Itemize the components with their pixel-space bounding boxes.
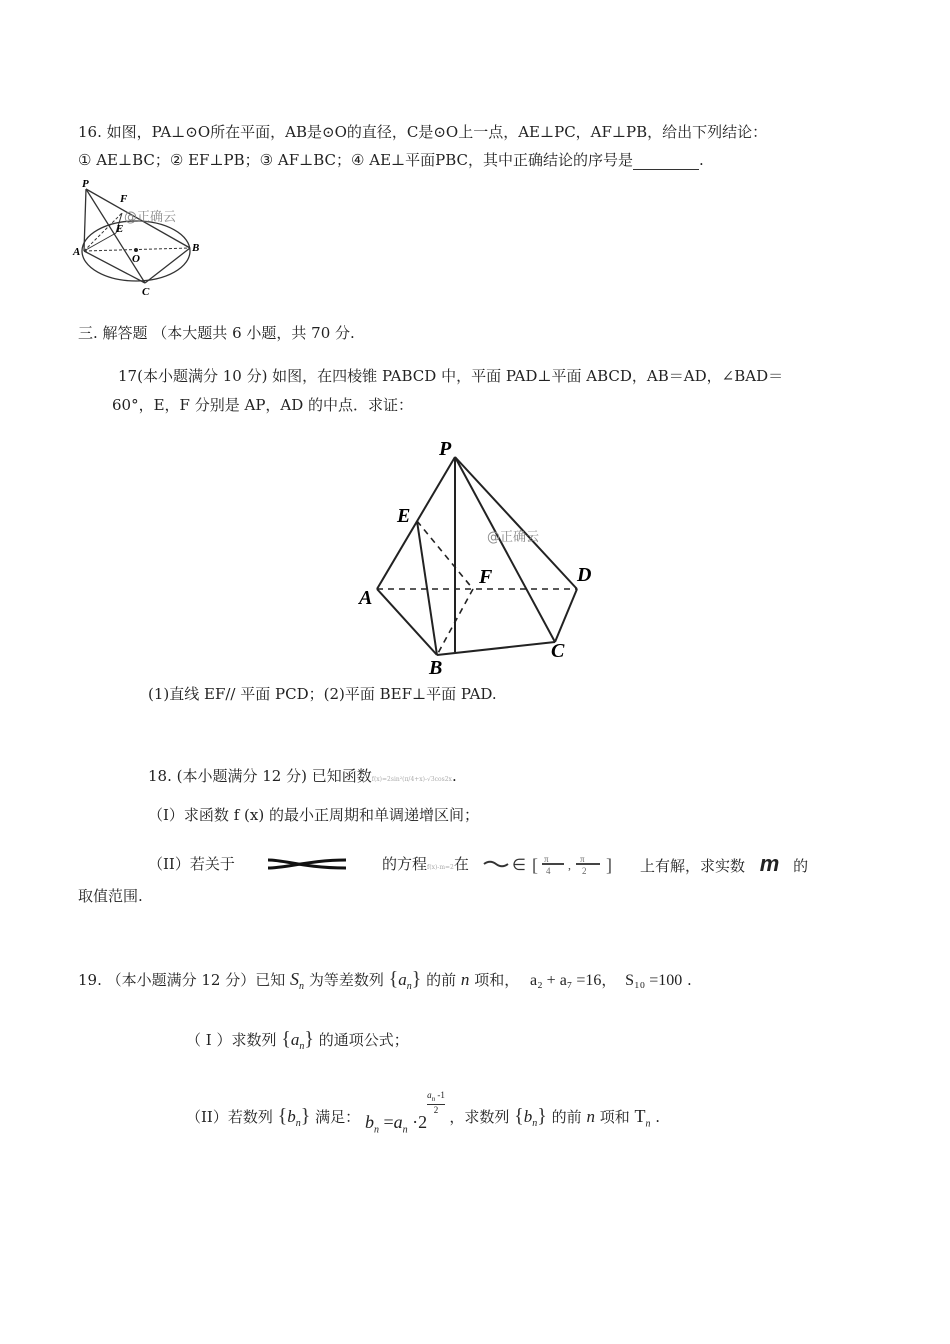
q18-part2-b: 的方程 [382, 855, 428, 873]
svg-text:,: , [568, 858, 571, 872]
q19-line1-b: 为等差数列 [308, 971, 384, 989]
q18-intro [148, 766, 457, 790]
q19-line1-c: 的前 [426, 971, 457, 989]
q18-part2-c: 在 [453, 855, 469, 873]
q16-center-dot [134, 248, 138, 252]
q16-label-C: C [142, 286, 150, 298]
svg-text:2: 2 [582, 866, 587, 875]
q18-part2-d: 上有解，求实数 [640, 857, 746, 875]
q19-part2-d: 的前 [551, 1107, 582, 1126]
interval-image [482, 853, 638, 875]
svg-text:]: ] [606, 855, 612, 875]
q17-label-P: P [439, 438, 452, 460]
q18-part2-a: （II）若关于 [148, 855, 235, 873]
q18-part2-tail: 取值范围. [78, 887, 143, 905]
x-variable-image [266, 856, 348, 872]
svg-text:[: [ [532, 855, 538, 875]
q19-line1-a: 19. （本小题满分 12 分）已知 [78, 971, 286, 989]
q16-line1: 16. 如图，PA⊥⊙O所在平面，AB是⊙O的直径，C是⊙O上一点，AE⊥PC，AF⊥PB，给出下列结论： [78, 123, 768, 141]
q16-label-A: A [73, 246, 81, 258]
q19-line1: 19. （本小题满分 12 分）已知 $S_n$ 为等差数列 $\{a_n\}$ 的前 n 项和， a₂ + a₇ =16， S₁₀ =100 . [78, 968, 692, 992]
q19-part2-c: ，求数列 [449, 1107, 510, 1126]
q16-line2-end: . [699, 151, 704, 169]
q17-line1: 17(本小题满分 10 分) 如图，在四棱锥 PABCD 中，平面 PAD⊥平面 ABCD，AB＝AD，∠BAD＝ [118, 367, 784, 385]
q17-label-C: C [551, 640, 565, 662]
q17-label-F: F [479, 566, 493, 588]
q17-label-E: E [397, 505, 411, 527]
q18-intro-text: 18. (本小题满分 12 分) 已知函数 [148, 767, 372, 785]
q16-label-B: B [192, 242, 200, 254]
q19-formula-a2-a7: a₂ + a₇ =16 [529, 972, 602, 989]
q17-subquestions: (1)直线 EF// 平面 PCD；(2)平面 BEF⊥平面 PAD. [148, 685, 497, 703]
q17-label-B: B [429, 657, 443, 677]
q19-part2-b: 满足： [315, 1107, 361, 1126]
q18-equation-formula: f(x)-m=2 [427, 864, 454, 871]
svg-text:π: π [544, 854, 549, 864]
q18-part2-rest [382, 854, 469, 878]
q16-label-E: E [116, 223, 124, 235]
q18-part2-end [640, 851, 809, 876]
q18-part2 [148, 854, 235, 874]
svg-text:4: 4 [546, 866, 551, 875]
q19-part2-e: 项和 [599, 1107, 630, 1126]
section3-title: 三. 解答题 （本大题共 6 小题，共 70 分. [78, 324, 355, 342]
q19-part2: （II）若数列 $\{b_n\}$ 满足： $b_n =a_n \cdot 2$ $^{\frac{a_n -1}{2}}$ ，求数列 $\{b_n\}$ 的前 n 项和 $T_n$ . [186, 1090, 661, 1136]
q18-function-formula: f(x)=2sin²(π/4+x)-√3cos2x [371, 776, 452, 783]
q16-label-P: P [82, 178, 89, 190]
q18-intro-end: . [451, 767, 457, 785]
q19-T-letter: T [634, 1105, 646, 1126]
m-variable: m [759, 851, 779, 876]
q17-watermark: @正确云 [487, 530, 540, 545]
q19-bn-formula: $b_n =a_n \cdot 2$ $^{\frac{a_n -1}{2}}$ [364, 1090, 445, 1136]
q16-label-F: F [120, 193, 128, 205]
q19-formula-s10: S₁₀ =100 [625, 972, 683, 989]
q16-figure [70, 175, 210, 300]
q18-part2-e: 的 [793, 857, 809, 875]
q16-line2-text: ① AE⊥BC；② EF⊥PB；③ AF⊥BC；④ AE⊥平面PBC，其中正确结论的序号是 [78, 151, 633, 169]
q17-figure [355, 437, 605, 677]
q17-line2: 60°，E，F 分别是 AP，AD 的中点．求证： [112, 396, 414, 414]
q16-label-O: O [132, 253, 140, 265]
svg-text:∈: ∈ [512, 857, 526, 874]
q19-Tn: $T_n$ [634, 1105, 651, 1130]
svg-text:π: π [580, 854, 585, 864]
q18-part1: （I）求函数 f (x) 的最小正周期和单调递增区间； [148, 806, 479, 824]
q19-line1-d: 项和， [474, 971, 520, 989]
q19-part2-a: （II）若数列 [186, 1107, 273, 1126]
q19-part1-b: 的通项公式； [318, 1031, 409, 1049]
answer-blank [633, 155, 699, 170]
q17-label-D: D [577, 564, 592, 586]
q19-part1-a: （ I ）求数列 [186, 1031, 277, 1049]
q19-part1: （ I ）求数列 $\{a_n\}$ 的通项公式； [186, 1028, 409, 1052]
q16-watermark: @正确云 [124, 210, 177, 225]
q17-label-A: A [359, 587, 373, 609]
q16-line2 [78, 150, 704, 170]
